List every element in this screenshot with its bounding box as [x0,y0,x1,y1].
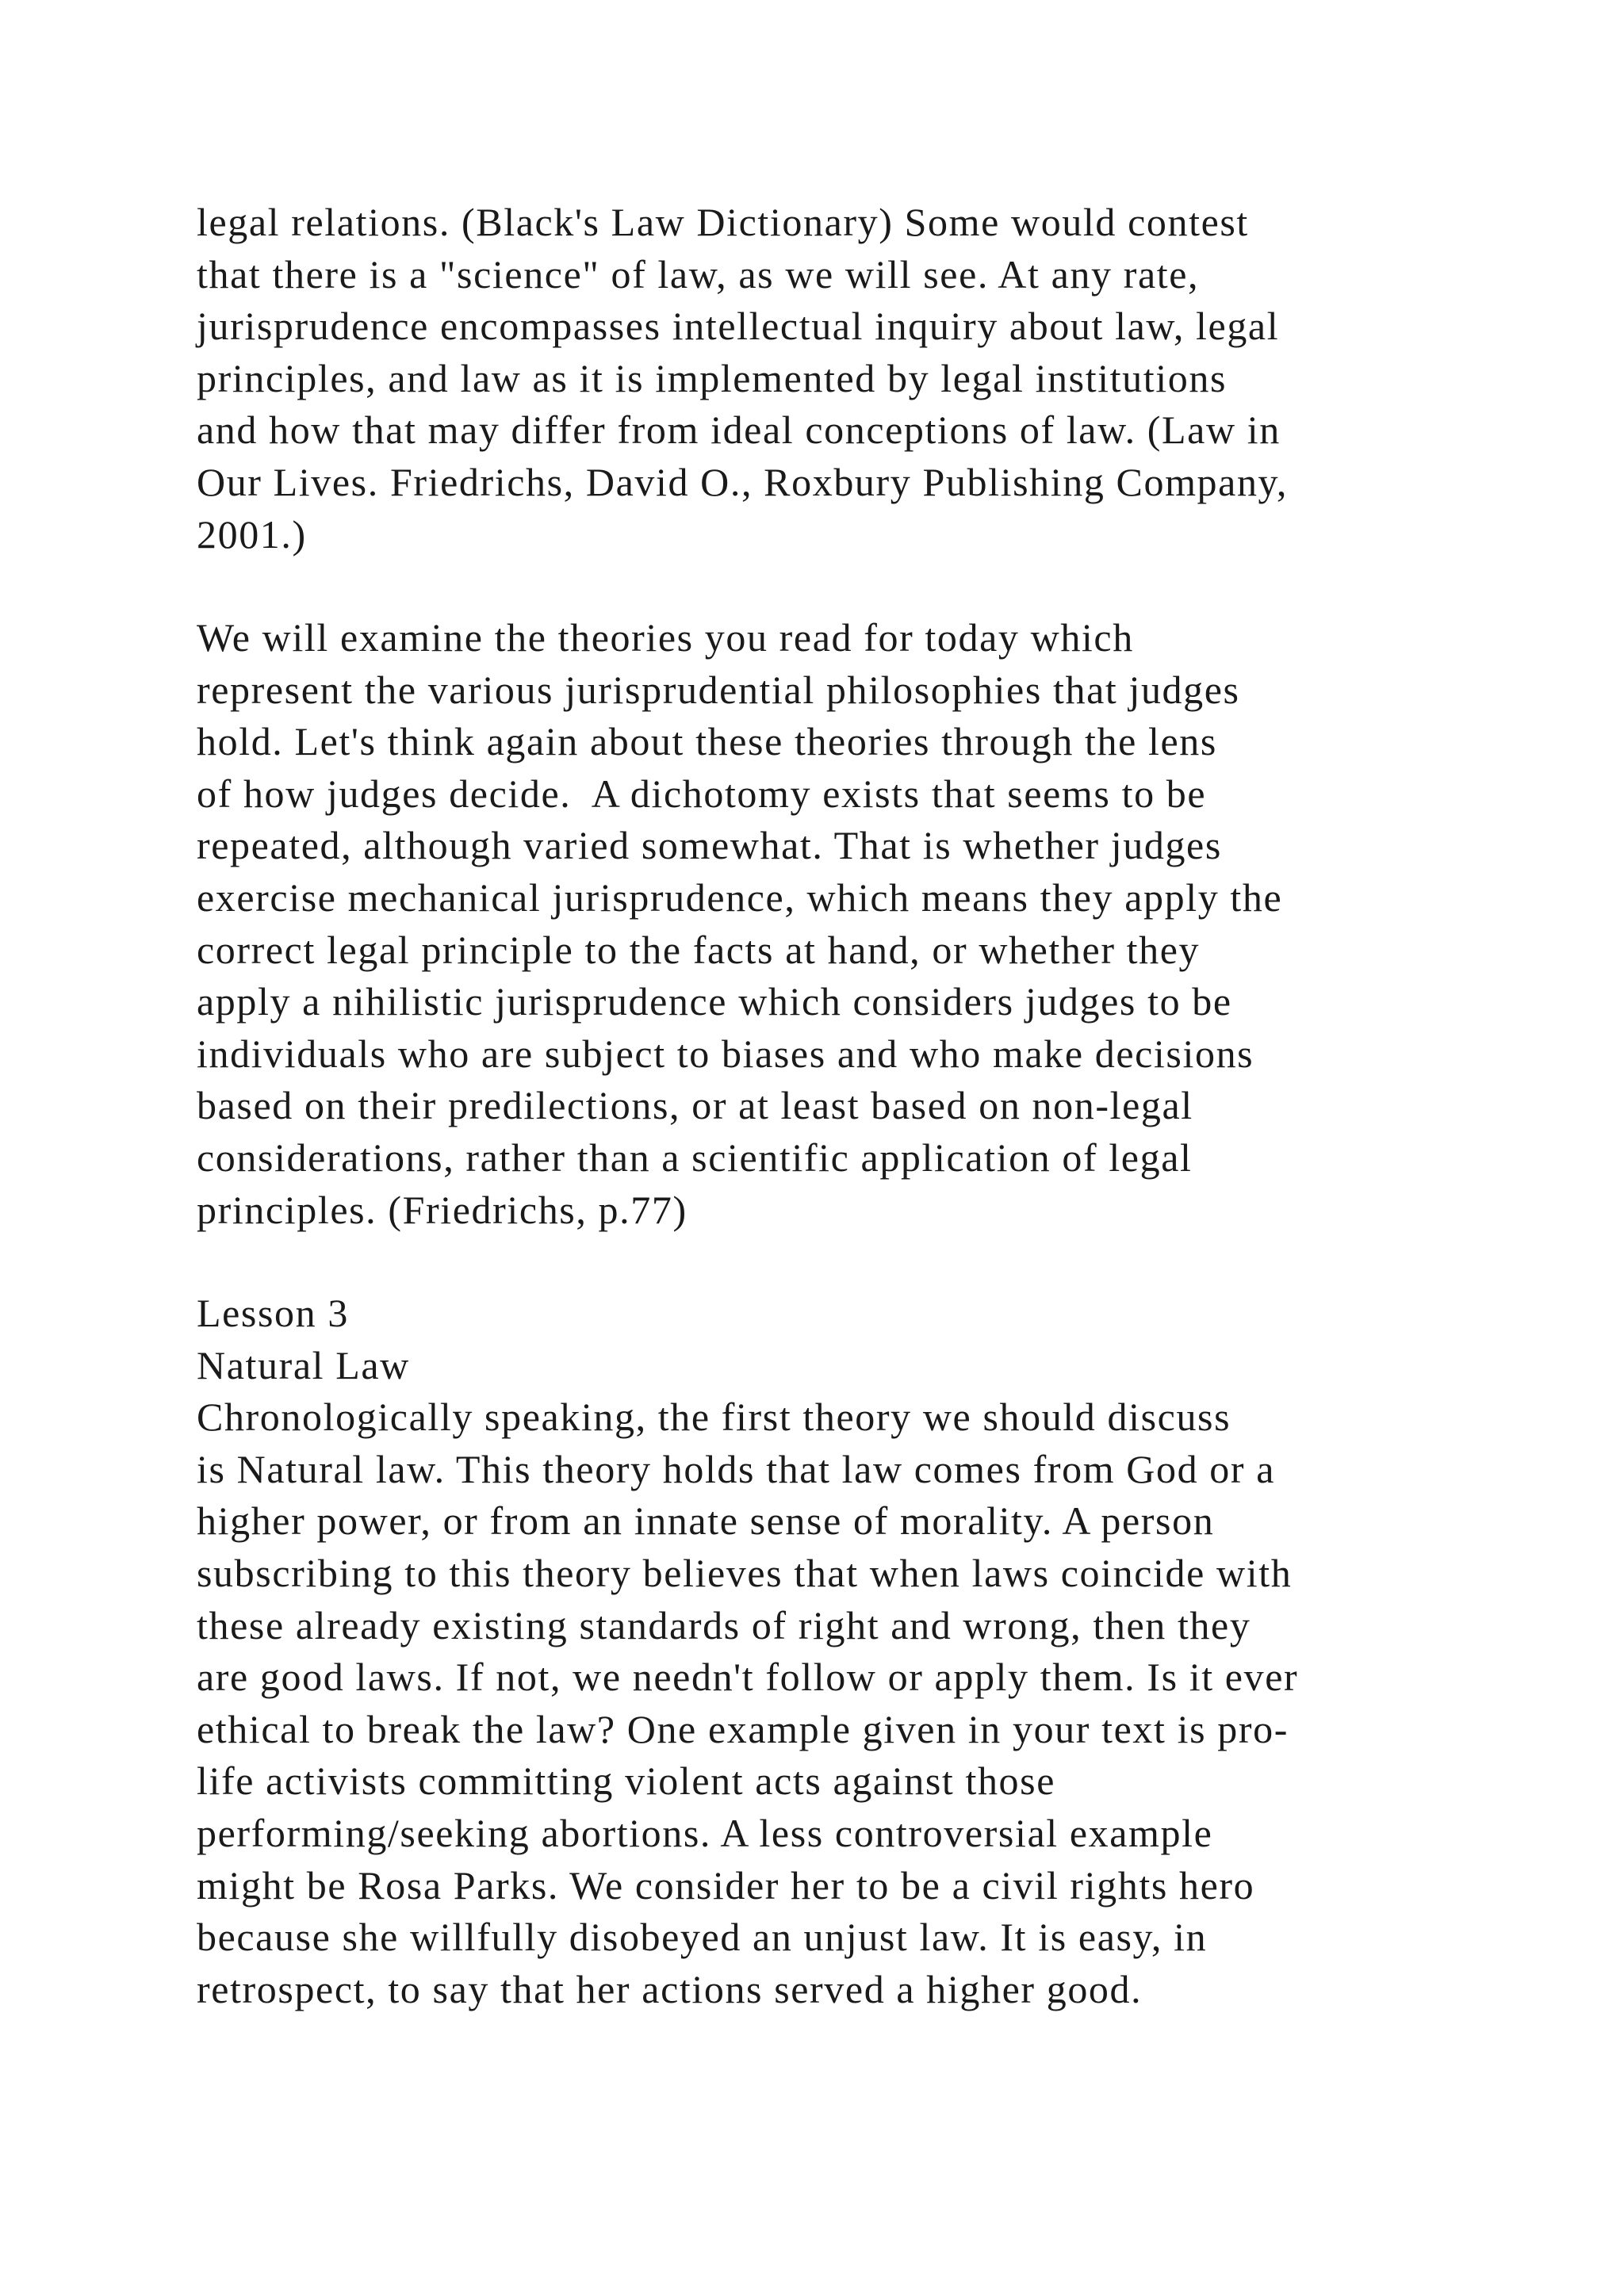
text-line: represent the various jurisprudential philosophies that judges [197,667,1240,712]
text-line: considerations, rather than a scientific application of legal [197,1135,1193,1180]
text-line: repeated, although varied somewhat. That is whether judges [197,823,1222,868]
text-line: Chronologically speaking, the first theory we should discuss [197,1395,1231,1440]
text-line: retrospect, to say that her actions served a higher good. [197,1966,1143,2011]
paragraph-judges-theories [197,612,1545,1236]
text-line: based on their predilections, or at least based on non-legal [197,1083,1193,1128]
text-line: We will examine the theories you read for today which [197,615,1134,660]
text-line: that there is a "science" of law, as we will see. At any rate, [197,251,1200,297]
text-line: subscribing to this theory believes that when laws coincide with [197,1550,1293,1595]
text-line: principles. (Friedrichs, p.77) [197,1187,688,1232]
text-line: life activists committing violent acts against those [197,1758,1056,1804]
text-line: exercise mechanical jurisprudence, which means they apply the [197,874,1283,920]
lesson-heading: Lesson 3 [197,1291,349,1335]
text-line: because she willfully disobeyed an unjust law. It is easy, in [197,1915,1208,1960]
text-line: principles, and law as it is implemented by legal institutions [197,355,1228,400]
text-line: and how that may differ from ideal conceptions of law. (Law in [197,408,1281,453]
text-line: apply a nihilistic jurisprudence which considers judges to be [197,979,1232,1024]
text-line: might be Rosa Parks. We consider her to be a civil rights hero [197,1862,1255,1908]
text-line: of how judges decide. A dichotomy exists that seems to be [197,771,1207,816]
text-line: individuals who are subject to biases and who make decisions [197,1031,1254,1076]
text-line: are good laws. If not, we needn't follow or apply them. Is it ever [197,1655,1299,1700]
text-line: is Natural law. This theory holds that law comes from God or a [197,1446,1276,1491]
text-line: correct legal principle to the facts at hand, or whether they [197,927,1201,972]
text-line: these already existing standards of right and wrong, then they [197,1602,1251,1647]
text-line: jurisprudence encompasses intellectual inquiry about law, legal [197,304,1280,349]
text-line: hold. Let's think again about these theories through the lens [197,719,1217,764]
paragraph-definition [197,197,1545,561]
text-line: 2001.) [197,511,307,557]
text-line: ethical to break the law? One example given in your text is pro- [197,1706,1289,1751]
text-line: Our Lives. Friedrichs, David O., Roxbury Publishing Company, [197,459,1289,504]
section-natural-law [197,1288,1545,2015]
section-heading: Natural Law [197,1342,410,1387]
text-line: higher power, or from an innate sense of morality. A person [197,1498,1215,1544]
text-line: performing/seeking abortions. A less controversial example [197,1810,1213,1855]
text-line: legal relations. (Black's Law Dictionary) Some would contest [197,200,1249,244]
